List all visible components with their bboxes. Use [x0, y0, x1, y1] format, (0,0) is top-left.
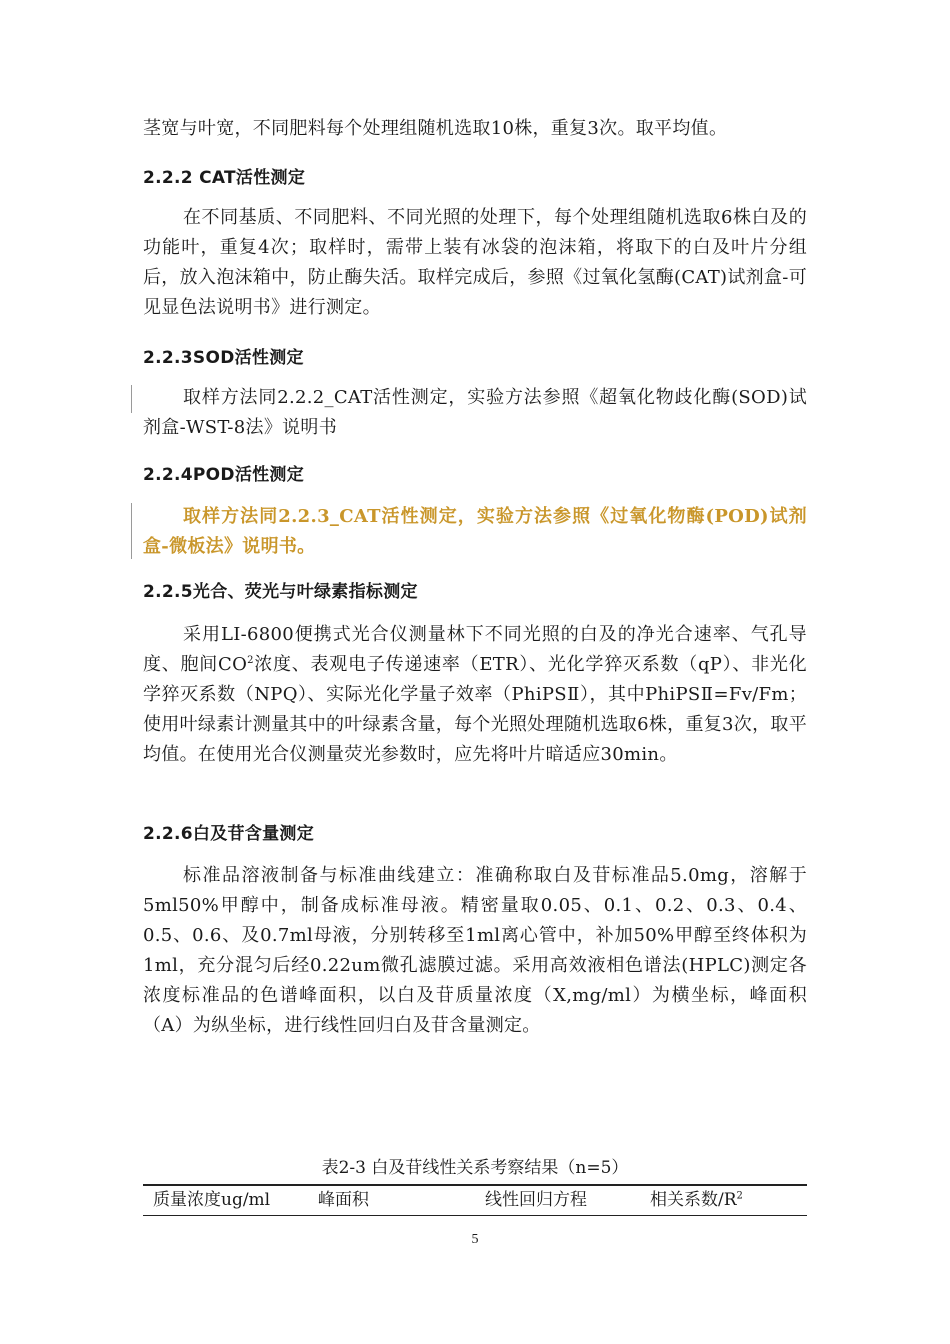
paragraph-2-2-4-tracked-change: 取样方法同2.2.3_CAT活性测定，实验方法参照《过氧化物酶(POD)试剂盒-微板法》说明书。: [143, 506, 807, 557]
table-top-rule: [143, 1184, 807, 1186]
table-header-concentration: 质量浓度ug/ml: [153, 1190, 271, 1210]
table-header-correlation-label: 相关系数/R: [650, 1190, 737, 1210]
paragraph-2-2-5: [143, 620, 807, 770]
page-number: 5: [471, 1232, 479, 1247]
table-header-rule: [143, 1215, 807, 1216]
paragraph-2-2-2: 在不同基质、不同肥料、不同光照的处理下，每个处理组随机选取6株白及的功能叶，重复4次；取样时，需带上装有冰袋的泡沫箱，将取下的白及叶片分组后，放入泡沫箱中，防止酶失活。取样完成后，参照《过氧化氢酶(CAT)试剂盒-可见显色法说明书》进行测定。: [143, 207, 807, 318]
heading-2-2-2: 2.2.2 CAT活性测定: [143, 168, 306, 188]
heading-2-2-5: 2.2.5光合、荧光与叶绿素指标测定: [143, 582, 418, 602]
paragraph-2-2-5-part2: 浓度、表观电子传递速率（ETR）、光化学猝灭系数（qP）、非光化学猝灭系数（NPQ）、实际光化学量子效率（PhiPSⅡ），其中PhiPSⅡ=Fv/Fm；使用叶绿素计测量其中的叶绿素含量，每个光照处理随机选取6株，重复3次，取平均值。在使用光合仪测量荧光参数时，应先将叶片暗适应30min。: [143, 654, 808, 765]
paragraph-2-2-6: 标准品溶液制备与标准曲线建立：准确称取白及苷标准品5.0mg，溶解于5ml50%甲醇中，制备成标准母液。精密量取0.05、0.1、0.2、0.3、0.4、0.5、0.6、及0.7ml母液，分别转移至1ml离心管中，补加50%甲醇至终体积为1ml，充分混匀后经0.22um微孔滤膜过滤。采用高效液相色谱法(HPLC)测定各浓度标准品的色谱峰面积，以白及苷质量浓度（X,mg/ml）为横坐标，峰面积（A）为纵坐标，进行线性回归白及苷含量测定。: [143, 865, 807, 1036]
table-header-peak-area: 峰面积: [318, 1190, 369, 1210]
paragraph-2-2-5-part1: 采用LI-6800便携式光合仪测量林下不同光照的白及的净光合速率、气孔导度、胞间CO: [143, 624, 807, 675]
superscript-2: 2: [736, 1190, 743, 1202]
heading-2-2-6: 2.2.6白及苷含量测定: [143, 824, 315, 844]
paragraph-2-2-3: 取样方法同2.2.2_CAT活性测定，实验方法参照《超氧化物歧化酶(SOD)试剂盒-WST-8法》说明书: [143, 387, 807, 438]
table-header-correlation: [650, 1188, 743, 1212]
revision-bar: [131, 385, 132, 413]
superscript-2: 2: [247, 655, 254, 666]
table-caption: 表2-3 白及苷线性关系考察结果（n=5）: [321, 1158, 629, 1178]
heading-2-2-4: 2.2.4POD活性测定: [143, 465, 305, 485]
table-header-regression: 线性回归方程: [485, 1190, 587, 1210]
heading-2-2-3: 2.2.3SOD活性测定: [143, 348, 304, 368]
revision-bar: [131, 503, 132, 559]
paragraph-intro: 茎宽与叶宽，不同肥料每个处理组随机选取10株，重复3次。取平均值。: [143, 118, 728, 139]
